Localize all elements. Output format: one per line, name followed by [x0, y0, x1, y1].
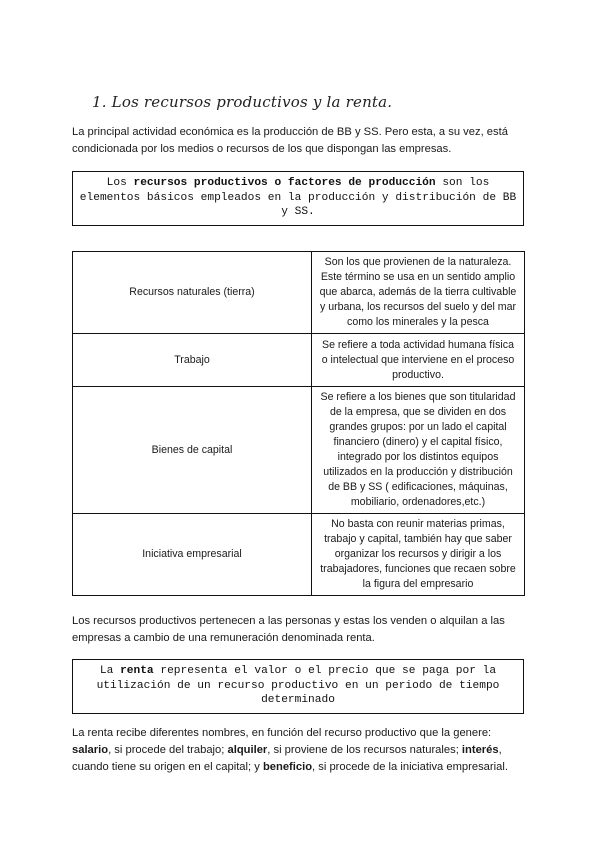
intro-paragraph: La principal actividad económica es la producción de BB y SS. Pero esta, a su vez, está condicionada por los medios o recursos de los que dispongan las empresas.: [72, 126, 508, 155]
resource-description: No basta con reunir materias primas, trabajo y capital, también hay que saber organizar los recursos y dirigir a los trabajadores, funciones que recaen sobre la figura del empresario: [312, 514, 525, 596]
definition-box-rent: [72, 659, 524, 714]
definition-box-productive-resources: [72, 171, 524, 226]
resource-description: Son los que provienen de la naturaleza. Este término se usa en un sentido amplio que abarca, además de la tierra cultivable y urbana, los recursos del suelo y del mar como los minerales y la pesca: [312, 252, 525, 334]
table-row: [73, 252, 525, 334]
rent-types-paragraph: [72, 725, 532, 776]
rent-intro-paragraph: Los recursos productivos pertenecen a las personas y estas los venden o alquilan a las empresas a cambio de una remuneración denominada renta.: [72, 615, 505, 644]
definition-text-post: representa el valor o el precio que se paga por la utilización de un recurso productivo en un periodo de tiempo determinado: [96, 665, 500, 706]
text: , si proviene de los recursos naturales;: [267, 744, 462, 756]
resource-name: Recursos naturales (tierra): [73, 252, 312, 334]
text: , cuando tiene su origen en el capital; y: [72, 744, 502, 773]
table-row: [73, 334, 525, 387]
definition-text-pre: La: [99, 665, 121, 677]
definition-term: recursos productivos o factores de producción: [133, 177, 436, 189]
term-beneficio: beneficio: [262, 761, 313, 773]
resource-name: Trabajo: [73, 334, 312, 387]
definition-term: renta: [120, 665, 154, 677]
text: La renta recibe diferentes nombres, en función del recurso productivo que la genere:: [72, 727, 492, 739]
text: , si procede de la iniciativa empresarial.: [312, 761, 508, 773]
term-salario: salario: [72, 744, 109, 756]
resource-name: Iniciativa empresarial: [73, 514, 312, 596]
table-row: [73, 387, 525, 514]
term-alquiler: alquiler: [227, 744, 268, 756]
resources-table: [72, 251, 525, 596]
resource-description: Se refiere a toda actividad humana física o intelectual que interviene en el proceso productivo.: [312, 334, 525, 387]
resource-name: Bienes de capital: [73, 387, 312, 514]
definition-text-post: son los elementos básicos empleados en la producción y distribución de BB y SS.: [79, 177, 517, 218]
text: , si procede del trabajo;: [108, 744, 228, 756]
resource-description: Se refiere a los bienes que son titularidad de la empresa, que se dividen en dos grandes grupos: por un lado el capital financiero (dinero) y el capital físico, integrado por los distintos equipos utilizados en la producción y distribución de BB y SS ( edificaciones, máquinas, mobiliario, ordenadores,etc.): [312, 387, 525, 514]
definition-text-pre: Los: [106, 177, 134, 189]
term-interes: interés: [461, 744, 499, 756]
table-row: [73, 514, 525, 596]
section-heading: 1. Los recursos productivos y la renta.: [92, 93, 393, 111]
